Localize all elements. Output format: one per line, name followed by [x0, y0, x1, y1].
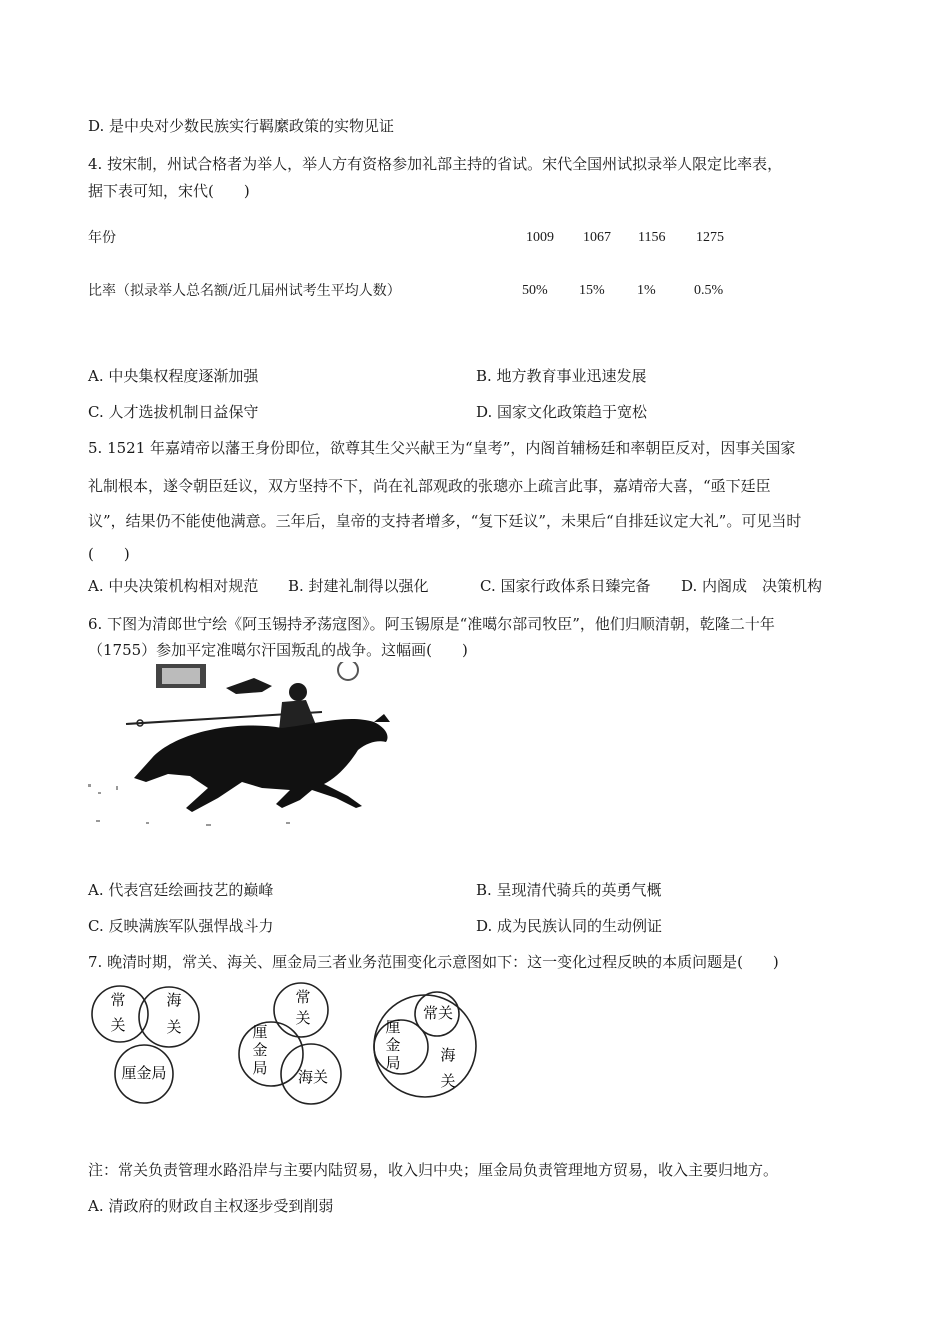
table-row1-label: 年份: [88, 230, 116, 246]
q5-option-a: A. 中央决策机构相对规范: [88, 577, 259, 595]
q7-stem: 7. 晚清时期，常关、海关、厘金局三者业务范围变化示意图如下：这一变化过程反映的本质问题是( ): [88, 953, 779, 971]
painting-ground-marks: [88, 784, 290, 826]
horse: [134, 719, 388, 812]
q4-option-d: D. 国家文化政策趋于宽松: [476, 403, 648, 421]
venn-label: 厘金局: [121, 1064, 167, 1082]
table-cell: 1275: [696, 230, 724, 245]
venn-label: 局: [252, 1059, 268, 1077]
venn-label: 金: [252, 1041, 268, 1059]
venn-label: 关: [166, 1018, 182, 1036]
rider-head: [289, 683, 307, 701]
q5-option-d: D. 内阁成 决策机构: [681, 577, 823, 595]
venn-label: 常关: [422, 1004, 454, 1022]
table-cell: 1%: [637, 283, 656, 298]
q5-line1: 5. 1521 年嘉靖帝以藩王身份即位，欲尊其生父兴献王为“皇考”，内阁首辅杨廷和率朝臣反对，因事关国家: [88, 439, 796, 457]
venn-label: 厘: [385, 1018, 401, 1036]
q3-option-d: D. 是中央对少数民族实行羁縻政策的实物见证: [88, 117, 395, 135]
q7-venn-diagrams: [86, 978, 486, 1110]
q6-line1: 6. 下图为清郎世宁绘《阿玉锡持矛荡寇图》。阿玉锡原是“准噶尔部司牧臣”，他们归顺清朝，乾隆二十年: [88, 615, 775, 633]
q4-option-c: C. 人才选拔机制日益保守: [88, 403, 259, 421]
q6-option-d: D. 成为民族认同的生动例证: [476, 917, 663, 935]
q6-option-b: B. 呈现清代骑兵的英勇气概: [476, 881, 662, 899]
q5-line4: ( ): [88, 545, 130, 563]
venn-diagram-1: [92, 986, 199, 1103]
venn-label: 金: [385, 1036, 401, 1054]
q5-option-c: C. 国家行政体系日臻完备: [480, 577, 651, 595]
q4-option-a: A. 中央集权程度逐渐加强: [88, 367, 259, 385]
table-cell: 1009: [526, 230, 554, 245]
q4-stem-line2: 据下表可知，宋代( ): [88, 182, 250, 200]
painting-stamp: [338, 662, 358, 680]
venn-label: 厘: [252, 1023, 268, 1041]
table-cell: 50%: [522, 283, 548, 298]
venn-label: 海: [440, 1046, 456, 1064]
q6-line2: （1755）参加平定准噶尔汗国叛乱的战争。这幅画( ): [88, 641, 468, 659]
q7-note: 注：常关负责管理水路沿岸与主要内陆贸易，收入归中央；厘金局负责管理地方贸易，收入主要归地方。: [88, 1161, 779, 1179]
q7-option-a: A. 清政府的财政自主权逐步受到削弱: [88, 1197, 334, 1215]
venn-label: 关: [110, 1016, 126, 1034]
table-cell: 1156: [638, 230, 666, 245]
q4-stem-line1: 4. 按宋制，州试合格者为举人，举人方有资格参加礼部主持的省试。宋代全国州试拟录举人限定比率表，: [88, 155, 783, 173]
q6-option-a: A. 代表宫廷绘画技艺的巅峰: [88, 881, 274, 899]
q5-option-b: B. 封建礼制得以强化: [288, 577, 429, 595]
venn-label: 局: [385, 1054, 401, 1072]
painting-image: [86, 662, 450, 830]
venn-label: 海关: [297, 1068, 329, 1086]
q5-line3: 议”，结果仍不能使他满意。三年后，皇帝的支持者增多，“复下廷议”，未果后“自排廷议定大礼”。可见当时: [88, 512, 802, 530]
q6-option-c: C. 反映满族军队强悍战斗力: [88, 917, 274, 935]
banner: [226, 678, 272, 694]
table-row2-label: 比率（拟录举人总名额/近几届州试考生平均人数）: [88, 283, 401, 299]
venn-label: 常: [295, 988, 311, 1006]
table-cell: 15%: [579, 283, 605, 298]
q4-option-b: B. 地方教育事业迅速发展: [476, 367, 647, 385]
venn-label: 关: [295, 1009, 311, 1027]
venn-label: 海: [166, 991, 182, 1009]
table-cell: 1067: [583, 230, 611, 245]
venn-label: 常: [110, 991, 126, 1009]
table-cell: 0.5%: [694, 283, 724, 298]
venn-label: 关: [440, 1072, 456, 1090]
q5-line2: 礼制根本，遂令朝臣廷议，双方坚持不下，尚在礼部观政的张璁亦上疏言此事，嘉靖帝大喜，“亟下廷臣: [88, 477, 771, 495]
